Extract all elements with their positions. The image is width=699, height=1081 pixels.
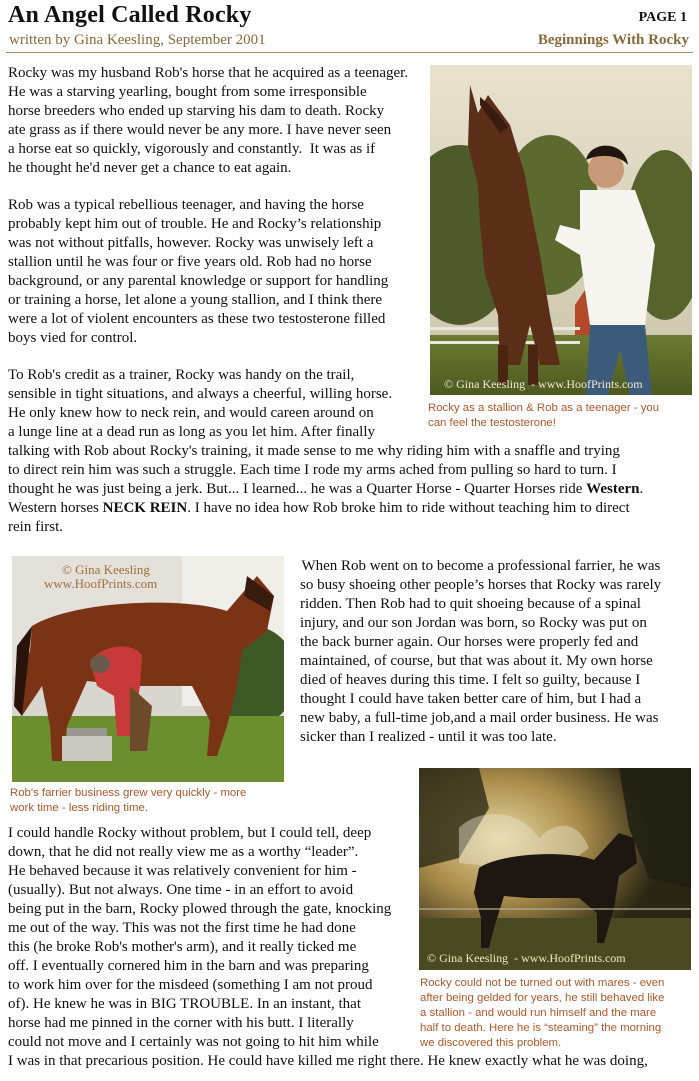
paragraph-line: He only knew how to neck rein, and would careen around on <box>8 405 374 421</box>
paragraph-line: so busy shoeing other people’s horses that Rocky was rarely <box>300 577 662 593</box>
photo-farrier <box>12 556 284 782</box>
paragraph-line: He behaved because it was relatively convenient for him - <box>8 863 357 879</box>
paragraph-line: talking with Rob about Rocky's training, it made sense to me why riding him with a snaffle and trying <box>8 443 620 459</box>
paragraph-line <box>8 480 643 499</box>
photo-rocky-steaming-caption-line-4: half to death. Here he is “steaming” the morning <box>420 1022 662 1034</box>
photo-rocky-and-rob-caption-line-1: Rocky as a stallion & Rob as a teenager - you <box>428 402 660 414</box>
paragraph-line: were a lot of violent encounters as these two testosterone filled <box>8 311 386 327</box>
paragraph-line: was not without pitfalls, however. Rocky was unwisely left a <box>8 235 374 251</box>
text-run: thought he was just being a jerk. But... I learned... he was a Quarter Horse - Quarter Horses ride <box>8 481 587 497</box>
paragraph-line: or training a horse, let alone a young stallion, and I think there <box>8 292 383 308</box>
paragraph-line: ate grass as if there would never be any more. I have never seen <box>8 122 392 138</box>
paragraph-line: down, that he did not really view me as a worthy “leader”. <box>8 844 359 860</box>
paragraph-line: background, or any parental knowledge or support for handling <box>8 273 389 289</box>
paragraph-line: Rocky was my husband Rob's horse that he acquired as a teenager. <box>8 65 409 81</box>
paragraph-line: the back burner again. Our horses were properly fed and <box>300 634 639 650</box>
paragraph-line: new baby, a full-time job,and a mail order business. He was <box>300 710 659 726</box>
paragraph-line: sensible in tight situations, and always a cheerful, willing horse. <box>8 386 393 402</box>
paragraph-line: me out of the way. This was not the first time he had done <box>8 920 356 936</box>
paragraph-line: sicker than I realized - until it was too late. <box>300 729 557 745</box>
paragraph-line: a lunge line at a dead run as long as you let him. After finally <box>8 424 375 440</box>
byline: written by Gina Keesling, September 2001 <box>9 32 266 48</box>
header-divider <box>6 52 693 53</box>
paragraph-line: he thought he'd never get a chance to eat again. <box>8 160 292 176</box>
emphasis-western: Western <box>586 481 640 497</box>
photo-rocky-and-rob-image <box>430 65 692 395</box>
text-run: Western horses <box>8 500 103 516</box>
paragraph-line: I was in that precarious position. He could have killed me right there. He knew exactly what he was doing, <box>8 1053 648 1069</box>
article-title: An Angel Called Rocky <box>8 2 252 28</box>
paragraph-line: a horse eat so quickly, vigorously and constantly. It was as if <box>8 141 376 157</box>
paragraph-line: to direct rein him was such a struggle. Each time I rode my arms ached from pulling so hard to turn. I <box>8 462 617 478</box>
paragraph-line: When Rob went on to become a professional farrier, he was <box>298 558 661 574</box>
photo-farrier-watermark-line-2: www.HoofPrints.com <box>44 576 158 591</box>
paragraph-line: He was a starving yearling, bought from some irresponsible <box>8 84 367 100</box>
paragraph-line: rein first. <box>8 519 63 535</box>
paragraph-line: ridden. Then Rob had to quit shoeing because of a spinal <box>300 596 641 612</box>
text-run: . I have no idea how Rob broke him to ride without teaching him to direct <box>187 500 630 516</box>
paragraph-line <box>8 499 630 518</box>
paragraph-line: stallion until he was four or five years old. Rob had no horse <box>8 254 372 270</box>
section-title: Beginnings With Rocky <box>537 32 689 48</box>
paragraph-line: thought I could have taken better care of him, but I had a <box>300 691 642 707</box>
photo-rocky-and-rob-watermark: © Gina Keesling - www.HoofPrints.com <box>444 377 643 391</box>
photo-rocky-steaming-caption-line-2: after being gelded for years, he still behaved like <box>420 992 665 1004</box>
paragraph-line: To Rob's credit as a trainer, Rocky was handy on the trail, <box>8 367 355 383</box>
photo-rocky-steaming-caption-line-5: we discovered this problem. <box>420 1037 562 1049</box>
paragraph-line: this (he broke Rob's mother's arm), and it really ticked me <box>8 939 357 955</box>
photo-farrier-caption-line-2: work time - less riding time. <box>10 802 148 814</box>
photo-rocky-steaming-caption-line-1: Rocky could not be turned out with mares - even <box>420 977 665 989</box>
photo-rocky-and-rob <box>430 65 692 395</box>
emphasis-neck-rein: NECK REIN <box>102 500 188 516</box>
page-number: PAGE 1 <box>638 10 687 25</box>
paragraph-line: (usually). But not always. One time - in an effort to avoid <box>8 882 354 898</box>
text-run: . <box>639 481 644 497</box>
paragraph-line: being put in the barn, Rocky plowed through the gate, knocking <box>8 901 392 917</box>
photo-rocky-and-rob-caption-line-2: can feel the testosterone! <box>428 417 556 429</box>
paragraph-line: horse breeders who ended up starving his dam to death. Rocky <box>8 103 385 119</box>
paragraph-line: probably kept him out of trouble. He and Rocky’s relationship <box>8 216 382 232</box>
paragraph-line: Rob was a typical rebellious teenager, and having the horse <box>8 197 364 213</box>
photo-farrier-watermark-line-1: © Gina Keesling <box>62 562 150 577</box>
paragraph-line: died of heaves during this time. I felt so guilty, because I <box>300 672 641 688</box>
paragraph-line: to work him over for the misdeed (something I am not proud <box>8 977 373 993</box>
paragraph-line: horse had me pinned in the corner with his butt. I literally <box>8 1015 354 1031</box>
paragraph-line: injury, and our son Jordan was born, so Rocky was put on <box>300 615 647 631</box>
photo-rocky-steaming <box>419 768 691 970</box>
photo-farrier-caption-line-1: Rob's farrier business grew very quickly - more <box>10 787 247 799</box>
photo-rocky-steaming-watermark: © Gina Keesling - www.HoofPrints.com <box>427 951 626 965</box>
paragraph-line: off. I eventually cornered him in the barn and was preparing <box>8 958 369 974</box>
paragraph-line: boys vied for control. <box>8 330 138 346</box>
paragraph-line: maintained, of course, but that was about it. My own horse <box>300 653 653 669</box>
photo-rocky-steaming-caption-line-3: a stallion - and would run himself and the mare <box>420 1007 657 1019</box>
paragraph-line: of). He knew he was in BIG TROUBLE. In an instant, that <box>8 996 361 1012</box>
paragraph-line: could not move and I certainly was not going to hit him while <box>8 1034 379 1050</box>
photo-rocky-steaming-image <box>419 768 691 970</box>
paragraph-line: I could handle Rocky without problem, but I could tell, deep <box>8 825 372 841</box>
